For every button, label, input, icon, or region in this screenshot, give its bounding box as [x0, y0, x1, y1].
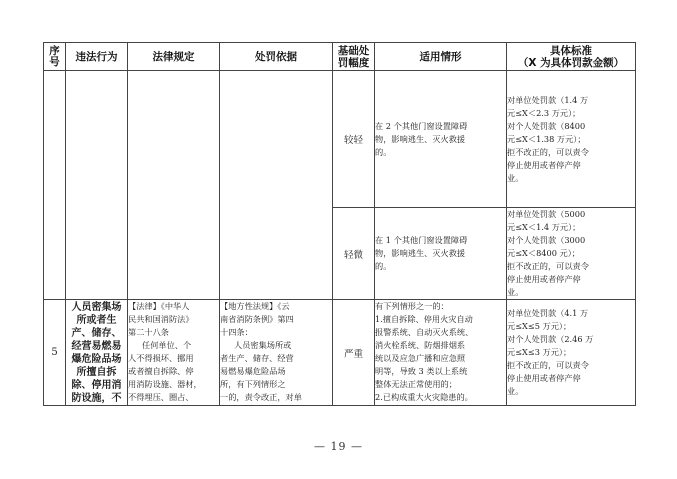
table-row — [44, 300, 636, 406]
seq-cell-empty — [44, 71, 66, 300]
header-basis: 处罚依据 — [220, 43, 333, 71]
condition-cell: 在 1 个其他门窗设置障碍 物，影响逃生、灭火救援 的。 — [375, 208, 507, 300]
act-cell-empty — [66, 71, 128, 300]
page-number: — 19 — — [314, 440, 363, 453]
level-cell: 较轻 — [333, 71, 375, 208]
violation-cell: 人员密集场 所或者生 产、储存、 经营易燃易 爆危险品场 所擅自拆 除、停用消 防设施，不 — [66, 300, 128, 406]
level-cell: 轻微 — [333, 208, 375, 300]
standard-cell: 对单位处罚款（1.4 万 元≤X＜2.3 万元）； 对个人处罚款（8400 元≤X＜1.38 万元）； 拒不改正的，可以责令 停止使用或者停产停 业。 — [507, 71, 636, 208]
seq-cell: 5 — [44, 300, 66, 406]
basis-cell-empty — [220, 71, 333, 300]
level-cell: 严重 — [333, 300, 375, 406]
header-level: 基础处罚幅度 — [333, 43, 375, 71]
standard-cell: 对单位处罚款（4.1 万 元≤X≤5 万元）； 对个人处罚款（2.46 万 元≤X≤3 万元）； 拒不改正的，可以责令 停止使用或者停产停 业。 — [507, 300, 636, 406]
standard-cell: 对单位处罚款（5000 元≤X＜1.4 万元）； 对个人处罚款（3000 元≤X＜8400 元）； 拒不改正的，可以责令 停止使用或者停产停 业。 — [507, 208, 636, 300]
penalty-standard-table — [43, 42, 636, 406]
table-row — [44, 71, 636, 208]
header-cond: 适用情形 — [375, 43, 507, 71]
law-cell-empty — [128, 71, 220, 300]
header-seq: 序号 — [44, 43, 66, 71]
header-std: 具体标准 （X 为具体罚款金额） — [507, 43, 636, 71]
basis-cell: 【地方性法规】《云 南省消防条例》第四 十四条： 人员密集场所或 者生产、储存、经营 易燃易爆危险品场 所，有下列情形之 一的，责令改正，对单 — [220, 300, 333, 406]
condition-cell: 有下列情形之一的： 1.擅自拆除、停用火灾自动 报警系统、自动灭火系统、 消火栓系统、防烟排烟系 统以及应急广播和应急照 明等，导致 3 类以上系统 整体无法正常使用的； 2.已构成重大火灾隐患的。 — [375, 300, 507, 406]
header-law: 法律规定 — [128, 43, 220, 71]
condition-cell: 在 2 个其他门窗设置障碍 物，影响逃生、灭火救援 的。 — [375, 71, 507, 208]
header-act: 违法行为 — [66, 43, 128, 71]
header-row — [44, 43, 636, 71]
law-cell: 【法律】《中华人 民共和国消防法》 第二十八条 任何单位、个 人不得损坏、挪用 或者擅自拆除、停 用消防设施、器材， 不得埋压、圈占、 — [128, 300, 220, 406]
